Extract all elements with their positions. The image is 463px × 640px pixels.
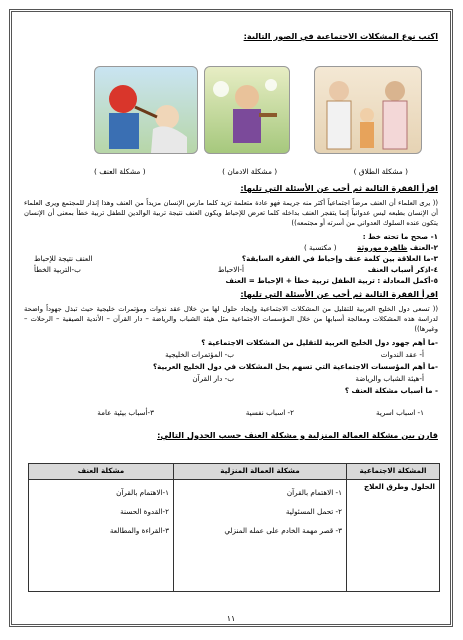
part2-q3-2: ٢- اسباب نفسية xyxy=(245,408,294,417)
part2-q3: - ما أسباب مشكلة العنف ؟ xyxy=(344,386,438,395)
caption-violence: ( مشكلة العنف ) xyxy=(94,167,146,176)
part2-q2: -ما أهم المؤسسات الاجتماعية التي تسهم بحل المشكلات في دول الخليج العربية؟ xyxy=(152,362,438,371)
task1-heading: اكتب نوع المشكلات الاجتماعية في الصور التالية: xyxy=(243,31,438,41)
violence-solution-item: ٢-القدوة الحسنة xyxy=(120,507,169,516)
part1-q5: ٥-أكمل المعادلة : تربية الطفل تربية خطأ + الإحباط = العنف xyxy=(225,276,438,285)
part2-q2-a: أ-هيئة الشباب والرياضة xyxy=(355,374,424,383)
table-header-row xyxy=(29,464,440,480)
part1-q4-b: ب-التربية الخطأ xyxy=(34,265,81,274)
comparison-table xyxy=(28,463,440,592)
row-label-solutions: الحلول وطرق العلاج xyxy=(347,480,440,592)
part2-q3-3: ٣-أسباب بيئية عامة xyxy=(97,408,154,417)
addiction-illustration xyxy=(204,66,290,154)
part1-q2-underlined: ظاهرة موروثة xyxy=(357,243,408,252)
domestic-solution-item: ٢- تحمل المسئولية xyxy=(285,507,342,516)
compare-heading: قارن بين مشكلة العمالة المنزلية و مشكلة العنف حسب الجدول التالي: xyxy=(157,430,438,440)
part1-q2-prefix: ٢-العنف xyxy=(409,243,438,252)
table-row xyxy=(29,480,440,592)
part1-q4-a: أ-الاحباط xyxy=(217,265,244,274)
domestic-solution-item: ١- الاهتمام بالقرآن xyxy=(286,488,342,497)
page-number: ١١ xyxy=(226,614,236,623)
violence-solution-item: ١-الاهتمام بالقرآن xyxy=(116,488,169,497)
part1-q4: ٤-اذكر أسباب العنف xyxy=(367,265,438,274)
part2-q2-b: ب- دار القرآن xyxy=(192,374,234,383)
worksheet-content xyxy=(18,16,444,626)
part2-q1-b: ب- المؤتمرات الخليجية xyxy=(165,350,234,359)
header-domestic-labor: مشكلة العمالة المنزلية xyxy=(174,464,347,480)
header-violence: مشكلة العنف xyxy=(29,464,174,480)
part1-passage: (( يرى العلماء أن العنف مرضاً اجتماعياً أكثر منه جريمة فهو عادة متعلمة تزيد كلما مارس الإنسان مزيداً من العنف وهذا إنذار للمجتمع ويرى العلماء أن الإنسان بطبعه ليس عدوانياً إنما يتفجر العنف بداخله كلما تعرض للإحباط ويكون العنف نتيجة تربية الوالدين للطفل تربية خطأ بمعنى أن الإنسان يتكون عنده السلوك العدواني من أسرته أو مجتمعه)) xyxy=(24,199,438,227)
part2-q1: -ما أهم جهود دول الخليج العربية للتقليل من المشكلات الاجتماعية ؟ xyxy=(201,338,438,347)
image-captions xyxy=(24,167,438,176)
violence-solution-item: ٣-القراءة والمطالعة xyxy=(109,526,169,535)
part1-heading: اقرأ الفقرة التالية ثم أجب عن الأسئلة التي تليها: xyxy=(240,183,438,193)
violence-solutions-cell xyxy=(29,480,174,592)
domestic-solution-item: ٣- قصر مهمة الخادم على عمله المنزلي xyxy=(224,526,342,535)
part1-q2 xyxy=(304,243,438,252)
part2-q3-1: ١- اسباب اسرية xyxy=(375,408,424,417)
caption-divorce: ( مشكلة الطلاق ) xyxy=(353,167,408,176)
part2-heading: اقرأ الفقرة التالية ثم أجب عن الأسئلة التي تليها: xyxy=(240,289,438,299)
divorce-illustration xyxy=(314,66,422,154)
caption-addiction: ( مشكلة الادمان ) xyxy=(222,167,278,176)
violence-illustration xyxy=(94,66,198,154)
part1-q2-answer: ( مكتسبة ) xyxy=(303,243,337,252)
domestic-solutions-cell xyxy=(174,480,347,592)
part1-q3-answer: العنف نتيجة للإحباط xyxy=(34,254,93,263)
part2-q1-a: أ- عقد الندوات xyxy=(380,350,424,359)
part2-passage: (( تسعى دول الخليج العربية للتقليل من المشكلات الاجتماعية وإيجاد حلول لها من خلال عقد ندوات ومؤتمرات خليجية حيث تبذل جهوداً واضحة لدراسة هذه المشكلات ومعالجة أسبابها من خلال المؤسسات الاجتماعية مثل هيئة الشباب والرياضة – دار القرآن – الأندية الصيفية – الرحلات – وغيرها)) xyxy=(24,305,438,333)
header-social-problem: المشكلة الاجتماعية xyxy=(347,464,440,480)
part1-q1: ١- صحح ما تحته خط : xyxy=(362,232,438,241)
part1-q3: ٣-ما العلاقة بين كلمة عنف وإحباط في الفقرة السابقة؟ xyxy=(241,254,438,263)
